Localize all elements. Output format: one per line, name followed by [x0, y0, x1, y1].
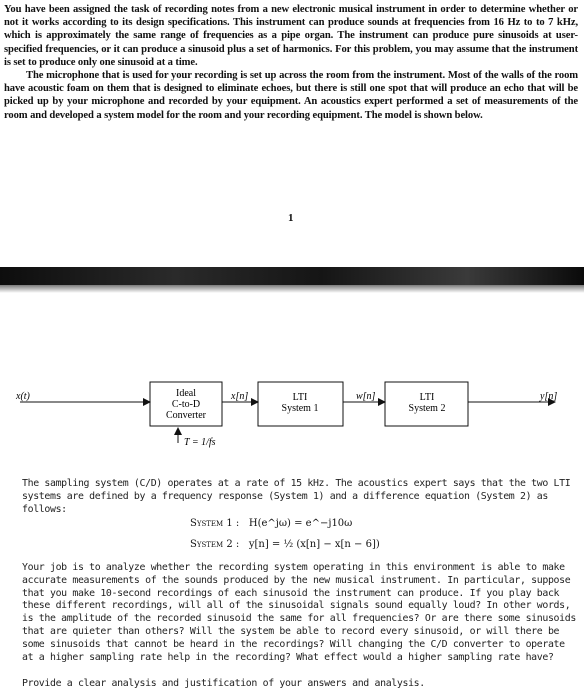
system-block-diagram	[0, 365, 584, 475]
system-1-label: System 1 :	[190, 518, 240, 529]
system-1-formula: H(e^jω) = e^−j10ω	[248, 518, 353, 529]
system-2-equation	[190, 539, 380, 550]
xn-label: x[n]	[231, 391, 249, 402]
cd-line-3: Converter	[166, 410, 206, 421]
page-break-band	[0, 267, 584, 285]
paragraph-closing: Provide a clear analysis and justification of your answers and analysis.	[22, 678, 425, 689]
page-number: 1	[288, 212, 294, 224]
cd-line-2: C-to-D	[171, 399, 201, 410]
system-2-label: System 2 :	[190, 539, 240, 550]
sampling-label: T = 1/fs	[184, 437, 216, 448]
problem-statement	[4, 3, 578, 122]
closing-instruction	[22, 678, 578, 691]
page-break-shadow	[0, 285, 584, 293]
paragraph-task: Your job is to analyze whether the recording system operating in this environment is able to make accurate measurements of the sounds produced by the new musical instrument. In particular, suppose that you make 10-second recordings of each sinusoid the instrument can produce. If you play back these different recordings, will all of the sinusoidal signals sound equally loud? In other words, is the amplitude of the recorded sinusoid the same for all frequencies? Or are there some sinusoids that are quieter than others? Will the system be able to record every sinusoid, or will there be some sinusoids that cannot be heard in the recordings? Will changing the C/D converter to operate at a higher sampling rate help in the recording? What effect would a higher sampling rate have?	[22, 562, 576, 663]
output-label: y[n]	[540, 391, 558, 402]
system-2-formula: y[n] = ½ (x[n] − x[n − 6])	[248, 539, 380, 550]
analysis-task	[22, 562, 578, 664]
lti2-line-1: LTI	[419, 392, 435, 403]
sampling-description	[22, 478, 578, 516]
system-1-equation	[190, 518, 352, 529]
cd-line-1: Ideal	[176, 388, 196, 399]
wn-label: w[n]	[356, 391, 376, 402]
paragraph-microphone: The microphone that is used for your recording is set up across the room from the instrument. Most of the walls of the room have acoustic foam on them that is designed to eliminate echoes, but there is still one spot that will produce an echo that will be picked up by your microphone and recorded by your equipment. An acoustics expert performed a set of measurements of the room and developed a system model for the room and your recording equipment. The model is shown below.	[4, 70, 578, 121]
lti1-line-2: System 1	[281, 403, 319, 414]
paragraph-sampling: The sampling system (C/D) operates at a rate of 15 kHz. The acoustics expert says that the two LTI systems are defined by a frequency response (System 1) and a difference equation (System 2) as follows:	[22, 478, 571, 515]
lti1-line-1: LTI	[292, 392, 308, 403]
lti2-line-2: System 2	[408, 403, 446, 414]
paragraph-intro: You have been assigned the task of recording notes from a new electronic musical instrument in order to determine whether or not it works according to its design specifications. This instrument can produce sounds at frequencies from 16 Hz to to 7 kHz, which is approximately the same range of frequencies as a pipe organ. The instrument can produce pure sinusoids at user-specified frequencies, or it can produce a sinusoid plus a set of harmonics. For this problem, you may assume that the instrument is set to produce only one sinusoid at a time.	[4, 4, 578, 68]
input-label: x(t)	[16, 391, 30, 402]
